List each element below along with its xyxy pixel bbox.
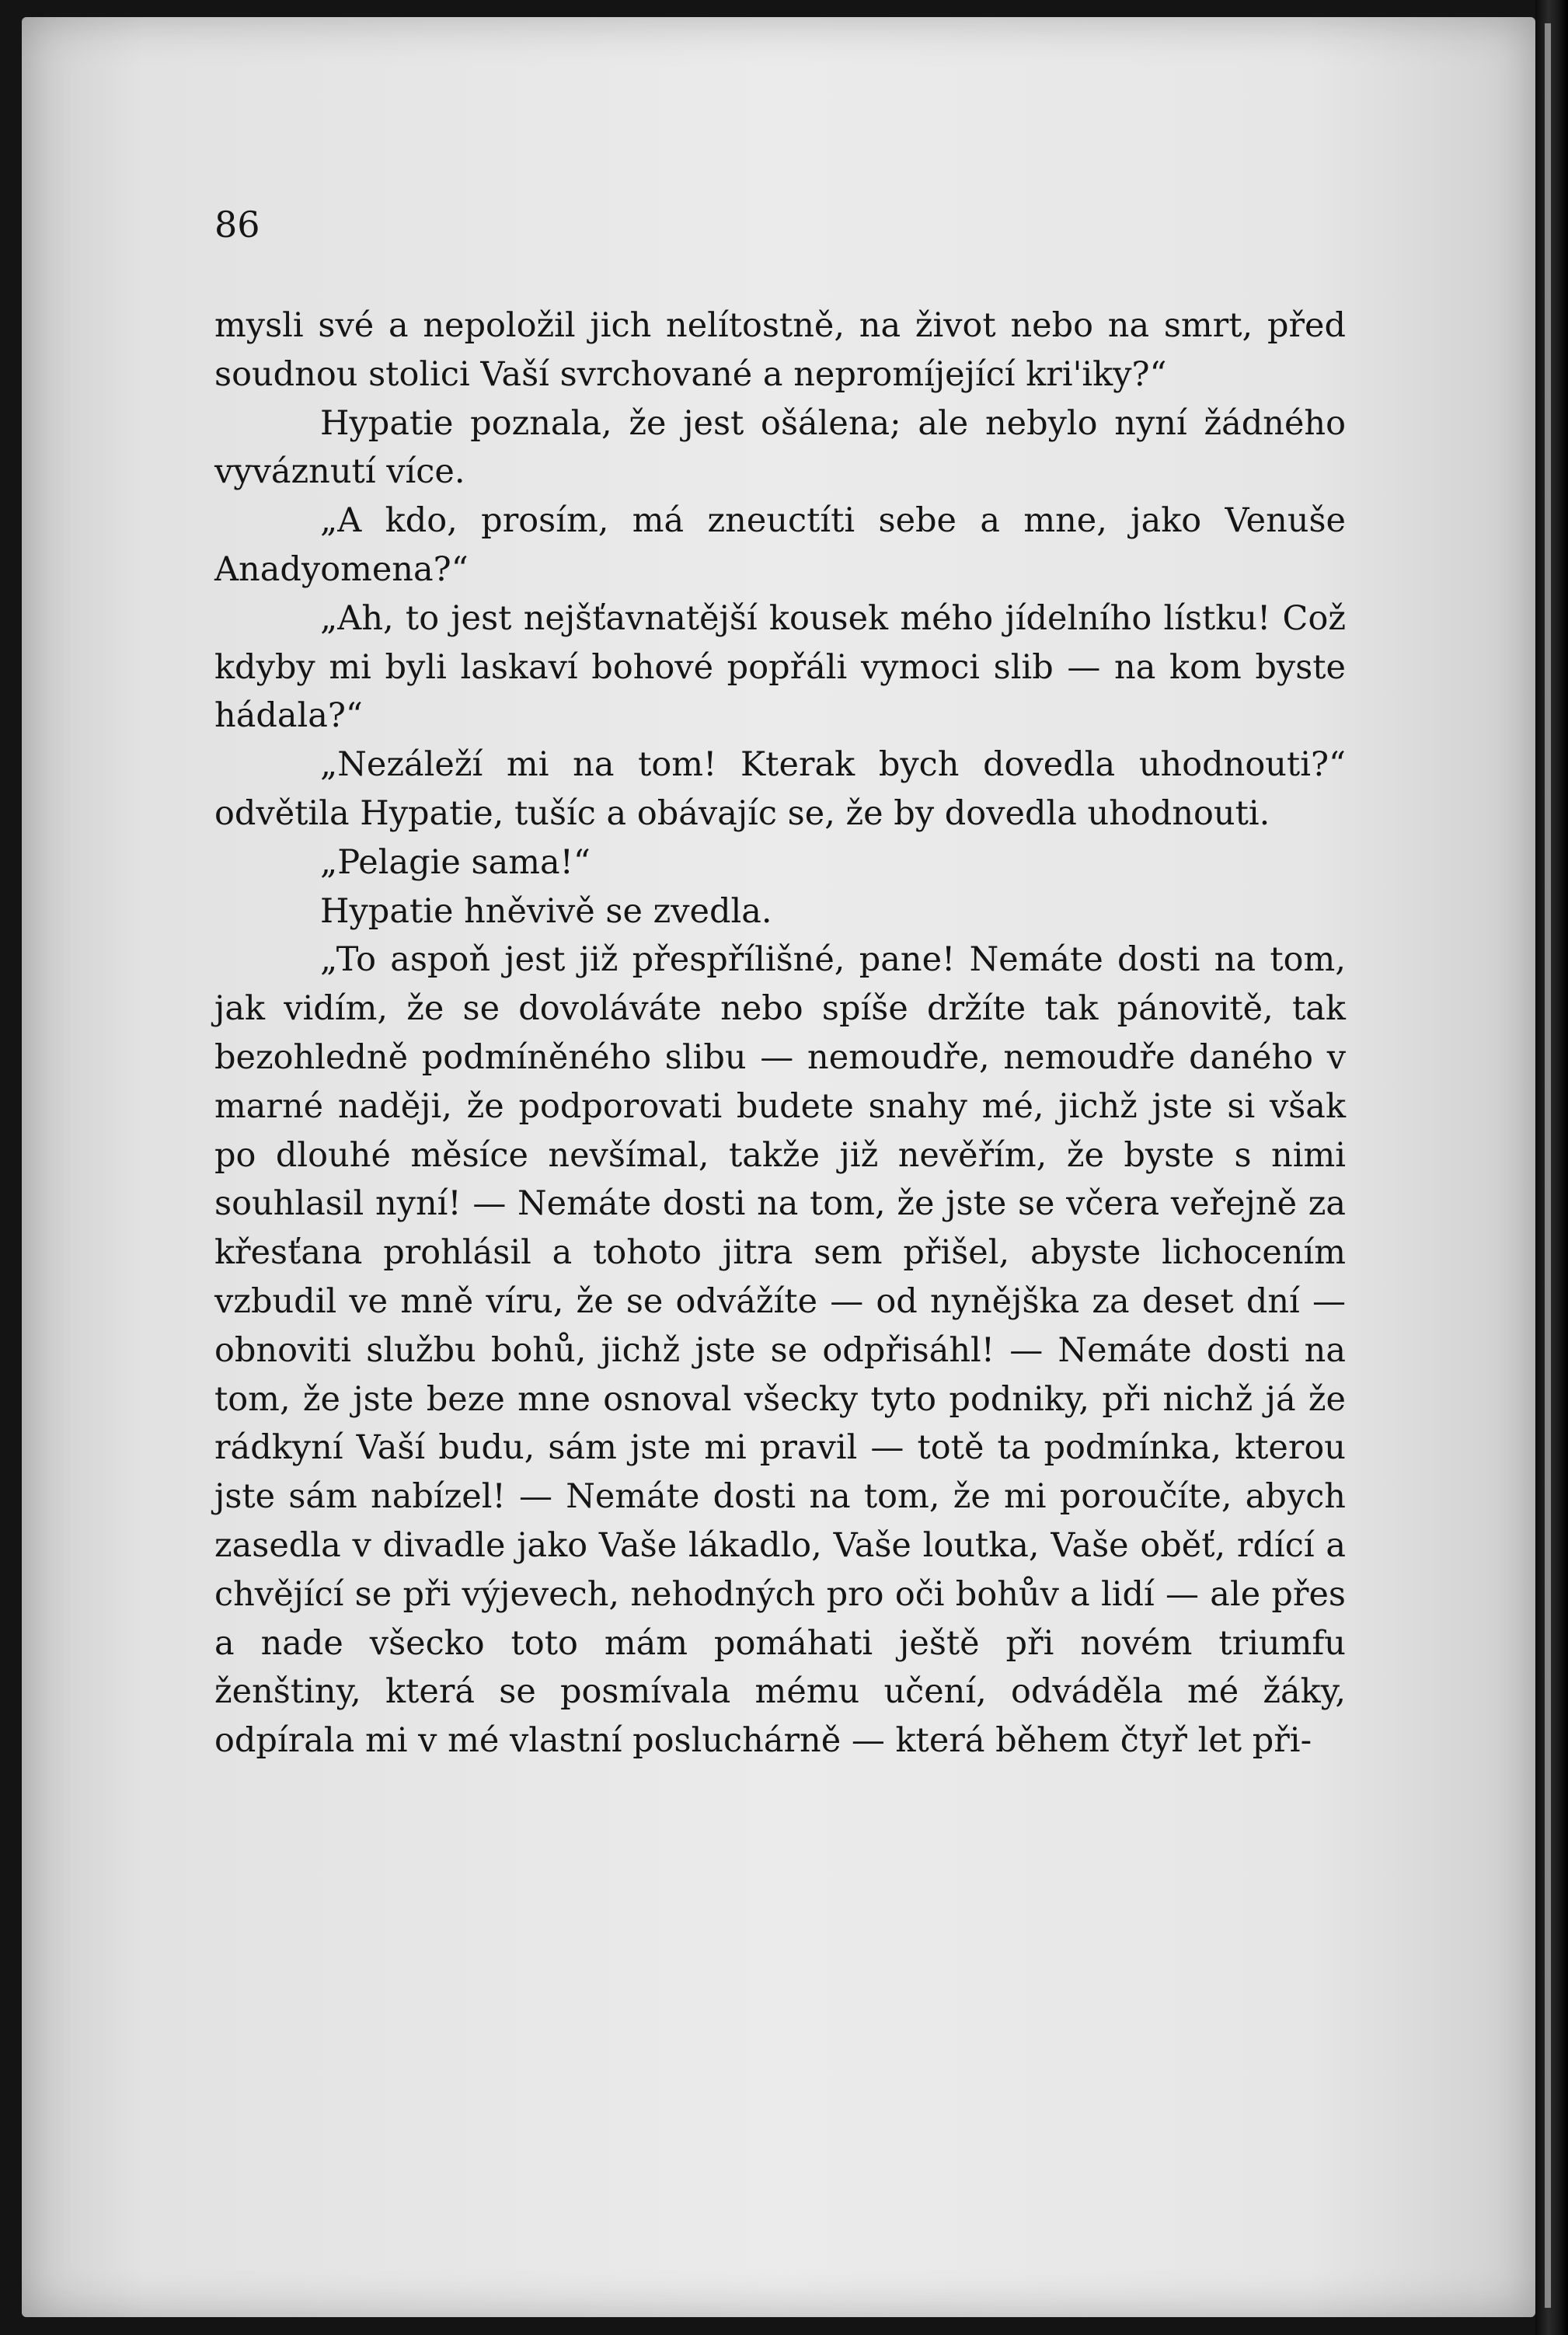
paragraph: Hypatie hněvivě se zvedla.: [320, 891, 772, 931]
book-edge: [1535, 0, 1568, 2335]
paragraph: „To aspoň jest již přespřílišné, pane! Nemáte dosti na tom, jak vidím, že se dovoláváte nebo spíše držíte tak pánovitě, tak bezohledně podmíněného slibu — nemoudře, nemoudře daného v marné naději, že podporovati budete snahy mé, jichž jste si však po dlouhé měsíce nevšímal, takže již nevěřím, že byste s nimi souhlasil nyní! — Nemáte dosti na tom, že jste se včera veřejně za křesťana prohlásil a tohoto jitra sem přišel, abyste lichocením vzbudil ve mně víru, že se odvážíte — od nynějška za deset dní — obnoviti službu bohů, jichž jste se odpřisáhl! — Nemáte dosti na tom, že jste beze mne osnoval všecky tyto podniky, při nichž já že rádkyní Vaší budu, sám jste mi pravil — totě ta podmínka, kterou jste sám nabízel! — Nemáte dosti na tom, že mi poroučíte, abych zasedla v divadle jako Vaše lákadlo, Vaše loutka, Vaše oběť, rdící a chvějící se při výjevech, nehodných pro oči bohův a lidí — ale přes a nade všecko toto mám pomáhati ještě při novém triumfu ženštiny, která se posmívala mému učení, odváděla mé žáky, odpírala mi v mé vlastní posluchárně — která během čtyř let při-: [214, 940, 1346, 1761]
paragraph: „Nezáleží mi na tom! Kterak bych dovedla uhodnouti?“ odvětila Hypatie, tušíc a obávajíc se, že by dovedla uhodnouti.: [214, 745, 1346, 833]
page-number: 86: [214, 204, 260, 246]
paragraph: Hypatie poznala, že jest ošálena; ale nebylo nyní žádného vyváznutí více.: [214, 403, 1346, 492]
body-text: [214, 301, 1346, 1765]
paragraph: „A kdo, prosím, má zneuctíti sebe a mne, jako Venuše Anadyomena?“: [214, 501, 1346, 589]
paragraph: „Pelagie sama!“: [320, 842, 591, 882]
paragraph: „Ah, to jest nejšťavnatější kousek mého jídelního lístku! Což kdyby mi byli laskaví bohové popřáli vymoci slib — na kom byste hádala?“: [214, 598, 1346, 736]
page-edge-line: [1545, 23, 1551, 2308]
paragraph: mysli své a nepoložil jich nelítostně, na život nebo na smrt, před soudnou stolici Vaší svrchované a nepromíjející kri'iky?“: [214, 306, 1346, 394]
